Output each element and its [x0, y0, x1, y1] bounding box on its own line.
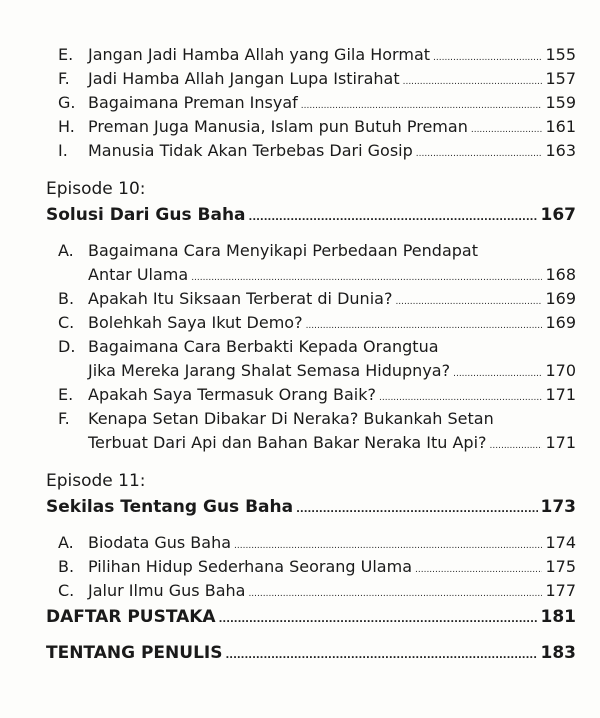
toc-title: Jangan Jadi Hamba Allah yang Gila Hormat [88, 45, 431, 64]
toc-page-number: 177 [545, 581, 576, 600]
toc-page-number: 167 [540, 205, 576, 225]
toc-entry [88, 114, 576, 140]
tentang-penulis-title: TENTANG PENULIS [46, 643, 223, 663]
toc-page-number: 171 [545, 433, 576, 452]
leader-dots [225, 643, 537, 669]
toc-page-number: 163 [545, 141, 576, 160]
toc-letter: F. [58, 69, 70, 88]
toc-letter: F. [58, 409, 70, 428]
toc-entry [88, 382, 576, 408]
daftar-pustaka-title: DAFTAR PUSTAKA [46, 607, 216, 627]
toc-letter: I. [58, 141, 68, 160]
episode-10-label: Episode 10: [46, 179, 146, 199]
toc-title: Preman Juga Manusia, Islam pun Butuh Preman [88, 117, 468, 136]
episode-10-title: Solusi Dari Gus Baha [46, 205, 246, 225]
toc-title: Bolehkah Saya Ikut Demo? [88, 313, 303, 332]
leader-dots [296, 497, 537, 523]
toc-page-number: 170 [545, 361, 576, 380]
toc-title: Pilihan Hidup Sederhana Seorang Ulama [88, 557, 412, 576]
toc-page-number: 159 [545, 93, 576, 112]
toc-entry [88, 262, 576, 288]
toc-page-number: 173 [540, 497, 576, 517]
toc-title: Apakah Itu Siksaan Terberat di Dunia? [88, 289, 393, 308]
toc-letter: A. [58, 241, 74, 260]
toc-page-number: 169 [545, 289, 576, 308]
toc-entry [88, 138, 576, 164]
toc-entry [88, 554, 576, 580]
toc-title-line: Antar Ulama [88, 265, 189, 284]
toc-title: Bagaimana Preman Insyaf [88, 93, 298, 112]
toc-entry [88, 42, 576, 68]
toc-entry [88, 286, 576, 312]
toc-title-line: Terbuat Dari Api dan Bahan Bakar Neraka Itu Api? [88, 433, 487, 452]
toc-letter: C. [58, 313, 75, 332]
toc-entry [88, 358, 576, 384]
toc-page-number: 169 [545, 313, 576, 332]
toc-letter: E. [58, 385, 74, 404]
toc-page-number: 155 [545, 45, 576, 64]
toc-title-line: Kenapa Setan Dibakar Di Neraka? Bukankah Setan [88, 409, 494, 428]
daftar-pustaka-entry [46, 604, 576, 630]
toc-letter: H. [58, 117, 75, 136]
toc-letter: E. [58, 45, 74, 64]
leader-dots [490, 433, 543, 459]
toc-page-number: 174 [545, 533, 576, 552]
toc-entry [88, 66, 576, 92]
leader-dots [416, 141, 543, 167]
toc-entry [88, 430, 576, 456]
toc-page-number: 171 [545, 385, 576, 404]
leader-dots [219, 607, 538, 633]
toc-letter: B. [58, 289, 75, 308]
episode-11-title: Sekilas Tentang Gus Baha [46, 497, 294, 517]
toc-title: Jadi Hamba Allah Jangan Lupa Istirahat [88, 69, 400, 88]
toc-entry [88, 310, 576, 336]
episode-10-heading [46, 202, 576, 228]
tentang-penulis-entry [46, 640, 576, 666]
toc-letter: B. [58, 557, 75, 576]
toc-page-number: 175 [545, 557, 576, 576]
toc-page-number: 168 [545, 265, 576, 284]
toc-title-line: Jika Mereka Jarang Shalat Semasa Hidupnya? [88, 361, 451, 380]
toc-page-number: 181 [540, 607, 576, 627]
leader-dots [249, 205, 538, 231]
toc-title-line: Bagaimana Cara Berbakti Kepada Orangtua [88, 337, 439, 356]
toc-title: Biodata Gus Baha [88, 533, 232, 552]
toc-letter: A. [58, 533, 74, 552]
episode-11-label: Episode 11: [46, 471, 146, 491]
toc-letter: C. [58, 581, 75, 600]
toc-entry [88, 578, 576, 604]
toc-letter: G. [58, 93, 76, 112]
toc-title: Manusia Tidak Akan Terbebas Dari Gosip [88, 141, 413, 160]
toc-letter: D. [58, 337, 76, 356]
episode-11-heading [46, 494, 576, 520]
toc-page-number: 183 [540, 643, 576, 663]
toc-title-line: Bagaimana Cara Menyikapi Perbedaan Pendapat [88, 241, 478, 260]
toc-entry [88, 90, 576, 116]
toc-title: Apakah Saya Termasuk Orang Baik? [88, 385, 376, 404]
toc-entry [88, 530, 576, 556]
toc-page-number: 157 [545, 69, 576, 88]
toc-title: Jalur Ilmu Gus Baha [88, 581, 246, 600]
toc-page-number: 161 [545, 117, 576, 136]
